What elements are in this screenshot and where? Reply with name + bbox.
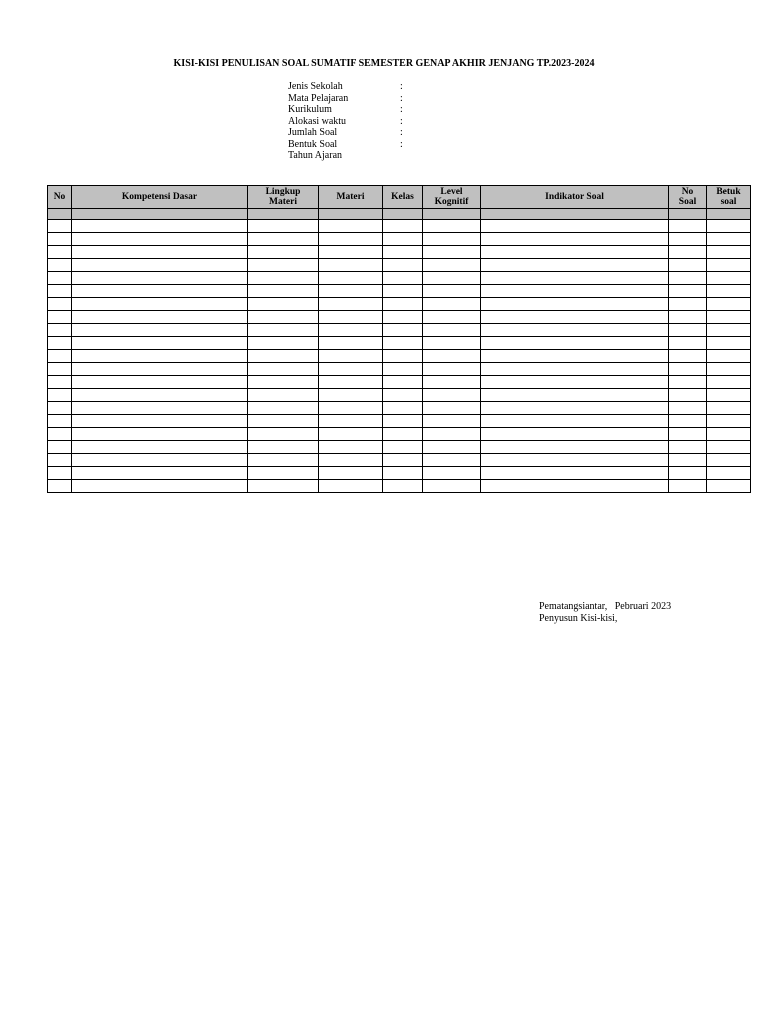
table-cell <box>383 454 423 467</box>
table-cell <box>669 467 707 480</box>
info-row-jenis-sekolah <box>288 81 408 93</box>
info-colon: : <box>400 81 403 92</box>
table-cell <box>481 415 669 428</box>
table-cell <box>707 259 751 272</box>
table-row <box>48 376 751 389</box>
table-cell <box>319 376 383 389</box>
table-cell <box>707 311 751 324</box>
table-cell <box>319 233 383 246</box>
table-cell <box>481 363 669 376</box>
table-cell <box>669 441 707 454</box>
table-cell <box>319 363 383 376</box>
table-cell <box>669 454 707 467</box>
info-label: Kurikulum <box>288 104 332 115</box>
table-cell <box>423 350 481 363</box>
table-cell <box>319 467 383 480</box>
table-row <box>48 350 751 363</box>
table-cell <box>319 428 383 441</box>
table-cell <box>707 454 751 467</box>
info-colon <box>400 150 408 162</box>
table-cell <box>72 402 248 415</box>
info-colon: : <box>400 115 403 127</box>
table-cell <box>423 259 481 272</box>
table-cell <box>319 454 383 467</box>
header-betuk-soal: Betuk soal <box>707 186 751 209</box>
table-cell <box>72 480 248 493</box>
table-cell <box>248 259 319 272</box>
table-cell <box>72 389 248 402</box>
header-materi: Materi <box>319 186 383 209</box>
table-cell <box>707 441 751 454</box>
table-cell <box>481 337 669 350</box>
signature-role: Penyusun Kisi-kisi, <box>539 613 618 624</box>
table-row <box>48 441 751 454</box>
info-label: Jenis Sekolah <box>288 81 343 92</box>
table-cell <box>48 454 72 467</box>
table-cell <box>248 415 319 428</box>
table-cell <box>72 246 248 259</box>
table-cell <box>48 402 72 415</box>
table-cell <box>248 480 319 493</box>
document-title: KISI-KISI PENULISAN SOAL SUMATIF SEMESTER GENAP AKHIR JENJANG TP.2023-2024 <box>173 58 595 69</box>
table-cell <box>669 363 707 376</box>
table-cell <box>383 285 423 298</box>
table-cell <box>48 363 72 376</box>
table-cell <box>707 350 751 363</box>
table-cell <box>707 363 751 376</box>
table-cell <box>319 311 383 324</box>
header-no-soal: No Soal <box>669 186 707 209</box>
table-cell <box>319 246 383 259</box>
table-row <box>48 467 751 480</box>
header-no: No <box>48 186 72 209</box>
table-cell <box>48 441 72 454</box>
shaded-subheader-row <box>48 209 751 220</box>
table-cell <box>319 220 383 233</box>
table-row <box>48 259 751 272</box>
table-cell <box>72 428 248 441</box>
table-cell <box>48 298 72 311</box>
table-cell <box>669 311 707 324</box>
table-cell <box>48 324 72 337</box>
table-cell <box>248 311 319 324</box>
table-cell <box>423 428 481 441</box>
table-cell <box>248 233 319 246</box>
table-cell <box>669 389 707 402</box>
table-cell <box>248 454 319 467</box>
table-cell <box>319 285 383 298</box>
table-cell <box>48 467 72 480</box>
table-cell <box>383 415 423 428</box>
table-cell <box>383 480 423 493</box>
table-cell <box>383 259 423 272</box>
table-cell <box>707 285 751 298</box>
header-kompetensi-dasar: Kompetensi Dasar <box>72 186 248 209</box>
table-cell <box>48 428 72 441</box>
table-cell <box>72 259 248 272</box>
table-cell <box>423 454 481 467</box>
table-cell <box>423 298 481 311</box>
table-cell <box>319 298 383 311</box>
table-cell <box>707 272 751 285</box>
table-cell <box>481 298 669 311</box>
table-cell <box>248 402 319 415</box>
table-cell <box>423 246 481 259</box>
table-cell <box>423 467 481 480</box>
table-cell <box>248 389 319 402</box>
table-cell <box>248 441 319 454</box>
table-cell <box>423 389 481 402</box>
table-cell <box>481 259 669 272</box>
table-cell <box>319 480 383 493</box>
header-indikator-soal: Indikator Soal <box>481 186 669 209</box>
table-cell <box>248 298 319 311</box>
table-cell <box>319 350 383 363</box>
table-cell <box>319 402 383 415</box>
info-label: Jumlah Soal <box>288 127 338 138</box>
table-row <box>48 389 751 402</box>
table-cell <box>48 337 72 350</box>
table-cell <box>248 220 319 233</box>
info-row-alokasi-waktu <box>288 116 408 128</box>
table-cell <box>319 259 383 272</box>
table-row <box>48 363 751 376</box>
table-cell <box>48 220 72 233</box>
info-label: Alokasi waktu <box>288 115 347 127</box>
table-cell <box>48 376 72 389</box>
table-cell <box>72 415 248 428</box>
table-cell <box>248 363 319 376</box>
table-cell <box>669 337 707 350</box>
table-row <box>48 246 751 259</box>
table-cell <box>481 454 669 467</box>
table-cell <box>383 350 423 363</box>
table-cell <box>383 376 423 389</box>
table-row <box>48 428 751 441</box>
info-colon: : <box>400 127 403 138</box>
table-cell <box>72 298 248 311</box>
table-cell <box>669 246 707 259</box>
info-label: Mata Pelajaran <box>288 92 349 104</box>
table-cell <box>48 311 72 324</box>
table-cell <box>481 311 669 324</box>
table-cell <box>481 376 669 389</box>
table-cell <box>423 311 481 324</box>
info-row-bentuk-soal <box>288 139 408 151</box>
table-cell <box>481 402 669 415</box>
table-cell <box>48 480 72 493</box>
table-cell <box>72 363 248 376</box>
table-cell <box>383 246 423 259</box>
table-cell <box>423 285 481 298</box>
signature-block <box>539 601 671 625</box>
signature-place-date: Pematangsiantar, Pebruari 2023 <box>539 601 672 612</box>
table-cell <box>248 246 319 259</box>
table-cell <box>383 337 423 350</box>
table-cell <box>383 220 423 233</box>
table-cell <box>383 441 423 454</box>
table-cell <box>72 454 248 467</box>
table-cell <box>669 285 707 298</box>
table-cell <box>423 415 481 428</box>
table-cell <box>481 441 669 454</box>
table-cell <box>707 324 751 337</box>
info-label: Tahun Ajaran <box>288 150 343 161</box>
table-cell <box>669 259 707 272</box>
header-level-kognitif: Level Kognitif <box>423 186 481 209</box>
info-colon: : <box>400 138 403 150</box>
table-row <box>48 311 751 324</box>
table-cell <box>72 272 248 285</box>
table-cell <box>423 337 481 350</box>
info-colon: : <box>400 104 403 115</box>
table-cell <box>319 389 383 402</box>
table-row <box>48 415 751 428</box>
table-cell <box>669 298 707 311</box>
table-cell <box>48 233 72 246</box>
table-cell <box>481 467 669 480</box>
table-cell <box>319 337 383 350</box>
table-cell <box>383 324 423 337</box>
kisi-kisi-table <box>47 185 751 493</box>
table-cell <box>72 441 248 454</box>
table-cell <box>669 220 707 233</box>
table-cell <box>707 220 751 233</box>
table-cell <box>669 272 707 285</box>
table-cell <box>707 246 751 259</box>
table-cell <box>669 415 707 428</box>
table-cell <box>423 272 481 285</box>
table-cell <box>48 272 72 285</box>
table-cell <box>669 402 707 415</box>
table-cell <box>383 233 423 246</box>
table-cell <box>72 467 248 480</box>
table-cell <box>383 389 423 402</box>
table-cell <box>669 324 707 337</box>
table-row <box>48 272 751 285</box>
info-row-tahun-ajaran <box>288 150 408 162</box>
table-cell <box>423 324 481 337</box>
table-cell <box>707 298 751 311</box>
table-cell <box>248 467 319 480</box>
table-row <box>48 233 751 246</box>
table-cell <box>707 233 751 246</box>
table-cell <box>319 415 383 428</box>
header-kelas: Kelas <box>383 186 423 209</box>
table-cell <box>423 376 481 389</box>
table-cell <box>383 272 423 285</box>
table-cell <box>423 220 481 233</box>
info-colon: : <box>400 92 403 104</box>
table-cell <box>423 480 481 493</box>
table-cell <box>707 337 751 350</box>
table-header-row <box>48 186 751 209</box>
info-label: Bentuk Soal <box>288 138 338 150</box>
table-cell <box>481 220 669 233</box>
info-block <box>288 81 408 162</box>
table-cell <box>669 480 707 493</box>
table-cell <box>481 246 669 259</box>
table-cell <box>48 259 72 272</box>
table-cell <box>248 272 319 285</box>
info-row-mata-pelajaran <box>288 93 408 105</box>
table-cell <box>48 246 72 259</box>
table-cell <box>48 389 72 402</box>
table-row <box>48 454 751 467</box>
table-cell <box>707 415 751 428</box>
table-cell <box>319 272 383 285</box>
table-body <box>48 209 751 493</box>
table-cell <box>707 389 751 402</box>
table-cell <box>383 428 423 441</box>
table-cell <box>248 337 319 350</box>
table-cell <box>423 402 481 415</box>
table-cell <box>707 480 751 493</box>
table-cell <box>248 376 319 389</box>
table-cell <box>72 311 248 324</box>
table-cell <box>72 337 248 350</box>
table-row <box>48 402 751 415</box>
table-cell <box>319 324 383 337</box>
table-row <box>48 220 751 233</box>
header-lingkup-materi: Lingkup Materi <box>248 186 319 209</box>
table-row <box>48 480 751 493</box>
table-cell <box>481 350 669 363</box>
table-cell <box>319 441 383 454</box>
table-cell <box>669 233 707 246</box>
table-cell <box>383 363 423 376</box>
table-cell <box>383 402 423 415</box>
table-row <box>48 298 751 311</box>
table-cell <box>72 350 248 363</box>
table-row <box>48 285 751 298</box>
table-cell <box>72 233 248 246</box>
table-cell <box>248 428 319 441</box>
table-row <box>48 324 751 337</box>
table-row <box>48 337 751 350</box>
table-cell <box>481 285 669 298</box>
table-cell <box>481 389 669 402</box>
table-cell <box>248 324 319 337</box>
table-cell <box>669 350 707 363</box>
table-cell <box>481 233 669 246</box>
table-cell <box>707 467 751 480</box>
table-cell <box>48 415 72 428</box>
table-cell <box>72 285 248 298</box>
table-cell <box>423 233 481 246</box>
table-cell <box>481 272 669 285</box>
table-cell <box>383 298 423 311</box>
table-cell <box>383 311 423 324</box>
table-cell <box>669 376 707 389</box>
table-cell <box>72 324 248 337</box>
table-cell <box>707 402 751 415</box>
table-cell <box>481 324 669 337</box>
table-cell <box>248 285 319 298</box>
table-cell <box>248 350 319 363</box>
table-cell <box>48 350 72 363</box>
info-row-jumlah-soal <box>288 127 408 139</box>
table-cell <box>707 376 751 389</box>
table-cell <box>707 428 751 441</box>
table-cell <box>72 220 248 233</box>
table-cell <box>423 363 481 376</box>
table-cell <box>669 428 707 441</box>
table-cell <box>48 285 72 298</box>
table-cell <box>72 376 248 389</box>
table-cell <box>423 441 481 454</box>
table-cell <box>481 428 669 441</box>
table-cell <box>481 480 669 493</box>
table-cell <box>383 467 423 480</box>
info-row-kurikulum <box>288 104 408 116</box>
